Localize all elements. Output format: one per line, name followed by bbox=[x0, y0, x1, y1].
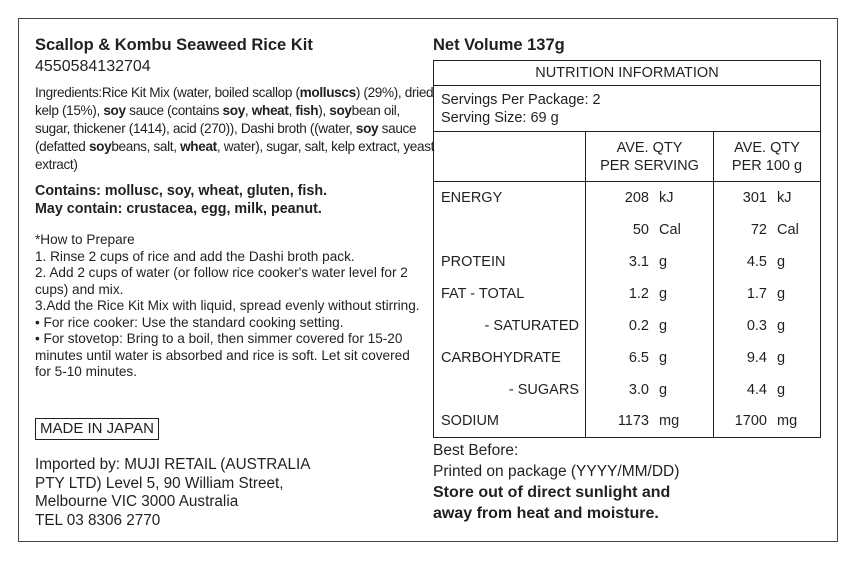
barcode-number: 4550584132704 bbox=[35, 58, 151, 75]
nutrition-row bbox=[434, 182, 821, 214]
per-100g-value: 1.7 bbox=[746, 285, 767, 302]
storage-instructions: away from heat and moisture. bbox=[433, 505, 659, 522]
header-per-100g: AVE. QTY PER 100 g bbox=[714, 132, 821, 182]
per-100g-unit: g bbox=[777, 381, 786, 398]
per-100g-unit: g bbox=[777, 317, 786, 334]
per-serving-unit: g bbox=[659, 285, 668, 302]
importer-line: Imported by: MUJI RETAIL (AUSTRALIA bbox=[35, 456, 311, 473]
nutrition-row bbox=[434, 406, 821, 438]
ingredient-text: ) (29%), dried kelp (15%), bbox=[35, 85, 434, 118]
prep-step: • For stovetop: Bring to a boil, then simmer covered for 15-20 minutes until water is absorbed and rice is soft. Let sit covered for 5-10 minutes. bbox=[35, 331, 410, 379]
serving-size: Serving Size: 69 g bbox=[441, 109, 559, 126]
importer-info bbox=[35, 456, 310, 530]
contains-statement: Contains: mollusc, soy, wheat, gluten, fish. bbox=[35, 183, 328, 199]
per-100g-value: 301 bbox=[742, 189, 767, 206]
per-100g-value: 72 bbox=[750, 221, 767, 238]
per-serving-unit: g bbox=[659, 381, 668, 398]
ingredient-text: ), bbox=[318, 103, 330, 118]
prep-step: 1. Rinse 2 cups of rice and add the Dashi broth pack. bbox=[35, 248, 355, 264]
best-before-section bbox=[433, 440, 679, 524]
nutrition-row bbox=[434, 310, 821, 342]
per-serving-value: 1173 bbox=[617, 413, 649, 430]
allergen-highlight: soy bbox=[88, 139, 112, 154]
nutrient-label: - SUGARS bbox=[508, 381, 579, 398]
nutrient-label: PROTEIN bbox=[441, 253, 506, 270]
allergen-highlight: molluscs bbox=[299, 85, 356, 100]
ingredient-text: sauce (contains bbox=[125, 103, 223, 118]
per-100g-unit: mg bbox=[777, 413, 798, 430]
per-100g-unit: Cal bbox=[777, 221, 799, 238]
ingredient-text: bean oil, sugar, thickener (1414), acid (270)), Dashi broth ((water, bbox=[35, 103, 400, 136]
best-before-label: Best Before: bbox=[433, 442, 519, 459]
per-serving-unit: g bbox=[659, 317, 668, 334]
servings-per-package: Servings Per Package: 2 bbox=[441, 91, 601, 108]
per-100g-value: 9.4 bbox=[746, 349, 767, 366]
ingredient-text: sauce (defatted bbox=[35, 121, 417, 154]
per-serving-value: 0.2 bbox=[628, 317, 649, 334]
nutrition-row bbox=[434, 374, 821, 406]
importer-line: Melbourne VIC 3000 Australia bbox=[35, 493, 239, 510]
ingredient-text: , bbox=[288, 103, 296, 118]
nutrition-table bbox=[433, 60, 821, 438]
per-serving-unit: mg bbox=[659, 413, 680, 430]
ingredient-text: , water), sugar, salt, kelp extract, yeast extract) bbox=[35, 139, 435, 172]
ingredients-text bbox=[35, 84, 435, 174]
made-in-badge: MADE IN JAPAN bbox=[35, 418, 159, 440]
per-100g-unit: g bbox=[777, 349, 786, 366]
nutrient-label: ENERGY bbox=[441, 189, 503, 206]
storage-instructions: Store out of direct sunlight and bbox=[433, 484, 671, 501]
allergens bbox=[35, 182, 435, 218]
nutrition-row bbox=[434, 246, 821, 278]
allergen-highlight: wheat bbox=[180, 139, 217, 154]
ingredient-text: , bbox=[244, 103, 252, 118]
allergen-highlight: soy bbox=[222, 103, 245, 118]
prep-step: • For rice cooker: Use the standard cooking setting. bbox=[35, 314, 344, 330]
nutrient-label: FAT - TOTAL bbox=[441, 285, 525, 302]
per-serving-value: 50 bbox=[632, 221, 649, 238]
may-contain-statement: May contain: crustacea, egg, milk, peanut. bbox=[35, 201, 322, 217]
prep-step: 3.Add the Rice Kit Mix with liquid, spread evenly without stirring. bbox=[35, 298, 420, 313]
best-before-value: Printed on package (YYYY/MM/DD) bbox=[433, 463, 680, 480]
nutrition-row bbox=[434, 278, 821, 310]
allergen-highlight: soy bbox=[355, 121, 379, 136]
per-serving-value: 3.0 bbox=[628, 381, 649, 398]
per-100g-value: 0.3 bbox=[746, 317, 767, 334]
ingredient-text: Ingredients:Rice Kit Mix (water, boiled scallop ( bbox=[35, 85, 300, 100]
per-100g-unit: g bbox=[777, 285, 786, 302]
per-serving-unit: g bbox=[659, 349, 668, 366]
prep-step: 2. Add 2 cups of water (or follow rice cooker's water level for 2 cups) and mix. bbox=[35, 265, 408, 297]
allergen-highlight: soy bbox=[103, 103, 126, 118]
prep-heading: *How to Prepare bbox=[35, 232, 135, 247]
per-serving-value: 1.2 bbox=[628, 285, 649, 302]
nutrition-title: NUTRITION INFORMATION bbox=[434, 61, 821, 86]
importer-line: PTY LTD) Level 5, 90 William Street, bbox=[35, 474, 284, 492]
per-100g-unit: kJ bbox=[777, 189, 792, 206]
per-100g-value: 4.5 bbox=[746, 253, 767, 270]
per-serving-value: 6.5 bbox=[628, 349, 649, 366]
nutrient-label: SODIUM bbox=[441, 413, 499, 430]
nutrient-label: CARBOHYDRATE bbox=[441, 349, 561, 366]
nutrient-label: - SATURATED bbox=[484, 317, 579, 334]
per-100g-value: 1700 bbox=[734, 413, 767, 430]
per-serving-value: 208 bbox=[624, 189, 649, 206]
product-name: Scallop & Kombu Seaweed Rice Kit bbox=[35, 36, 313, 54]
per-100g-unit: g bbox=[777, 253, 786, 270]
header-per-serving: AVE. QTY PER SERVING bbox=[586, 132, 714, 182]
per-serving-value: 3.1 bbox=[628, 253, 649, 270]
importer-line: TEL 03 8306 2770 bbox=[35, 511, 161, 529]
nutrition-row bbox=[434, 214, 821, 246]
per-serving-unit: g bbox=[659, 253, 668, 270]
per-100g-value: 4.4 bbox=[746, 381, 767, 398]
allergen-highlight: wheat bbox=[251, 103, 289, 118]
nutrition-row bbox=[434, 342, 821, 374]
allergen-highlight: fish bbox=[295, 103, 319, 118]
per-serving-unit: kJ bbox=[659, 189, 674, 206]
per-serving-unit: Cal bbox=[659, 221, 681, 238]
allergen-highlight: soy bbox=[329, 103, 352, 118]
servings-info bbox=[434, 86, 821, 132]
ingredient-text: beans, salt, bbox=[111, 139, 181, 154]
preparation-instructions bbox=[35, 232, 420, 381]
net-volume: Net Volume 137g bbox=[433, 36, 565, 54]
